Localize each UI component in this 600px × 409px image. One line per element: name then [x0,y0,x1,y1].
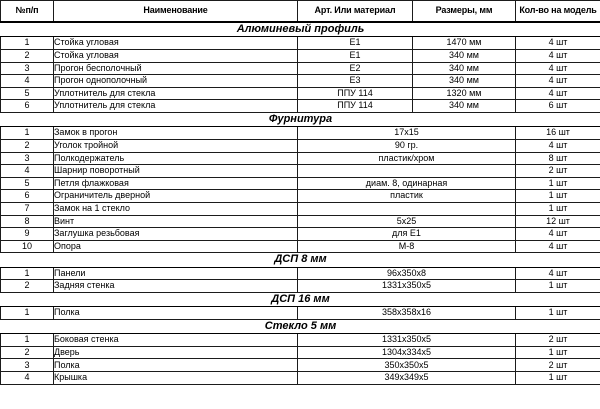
table-row [1,346,600,359]
table-row [1,87,600,100]
item-spec-cell: для Е1 [298,228,516,241]
table-row [1,267,600,280]
item-name-cell: Уплотнитель для стекла [54,87,298,100]
item-qty-cell: 4 шт [516,228,600,241]
item-spec-cell: 358х358х16 [298,307,516,320]
item-qty-cell: 1 шт [516,202,600,215]
section-row-4 [1,319,600,333]
item-qty-cell: 1 шт [516,280,600,293]
table-row [1,165,600,178]
item-spec-cell: 90 гр. [298,139,516,152]
item-num-cell: 1 [1,334,54,347]
table-row [1,37,600,50]
item-name-cell: Задняя стенка [54,280,298,293]
item-qty-cell: 4 шт [516,87,600,100]
table-row [1,75,600,88]
item-art-cell: Е2 [298,62,413,75]
item-spec-cell: 350х350х5 [298,359,516,372]
table-row [1,228,600,241]
item-qty-cell: 2 шт [516,334,600,347]
item-name-cell: Уплотнитель для стекла [54,100,298,113]
item-qty-cell: 4 шт [516,75,600,88]
section-row-1 [1,112,600,126]
item-art-cell: Е1 [298,37,413,50]
item-qty-cell: 1 шт [516,177,600,190]
item-qty-cell: 4 шт [516,37,600,50]
item-size-cell: 340 мм [413,62,516,75]
item-num-cell: 4 [1,372,54,385]
table-row [1,307,600,320]
section-row-3 [1,292,600,306]
col-header-art: Арт. Или материал [298,1,413,23]
item-name-cell: Прогон бесполочный [54,62,298,75]
item-name-cell: Крышка [54,372,298,385]
item-qty-cell: 4 шт [516,49,600,62]
table-row [1,152,600,165]
item-num-cell: 1 [1,267,54,280]
table-row [1,127,600,140]
item-art-cell: ППУ 114 [298,87,413,100]
item-qty-cell: 2 шт [516,359,600,372]
item-spec-cell: 96х350х8 [298,267,516,280]
item-name-cell: Заглушка резьбовая [54,228,298,241]
item-qty-cell: 4 шт [516,240,600,253]
col-header-name: Наименование [54,1,298,23]
section-row-0 [1,22,600,37]
table-row [1,334,600,347]
item-num-cell: 2 [1,49,54,62]
item-size-cell: 340 мм [413,100,516,113]
item-qty-cell: 1 шт [516,190,600,203]
item-qty-cell: 4 шт [516,62,600,75]
item-name-cell: Прогон однополочный [54,75,298,88]
item-num-cell: 7 [1,202,54,215]
item-spec-cell: 1331х350х5 [298,280,516,293]
item-qty-cell: 1 шт [516,307,600,320]
table-row [1,190,600,203]
item-spec-cell: 1331х350х5 [298,334,516,347]
item-art-cell: Е3 [298,75,413,88]
item-qty-cell: 4 шт [516,267,600,280]
section-title: ДСП 8 мм [1,253,600,267]
col-header-qty: Кол-во на модель [516,1,600,23]
item-num-cell: 9 [1,228,54,241]
item-art-cell: Е1 [298,49,413,62]
table-row [1,240,600,253]
item-num-cell: 2 [1,346,54,359]
table-row [1,202,600,215]
item-spec-cell [298,165,516,178]
item-num-cell: 5 [1,177,54,190]
item-num-cell: 4 [1,75,54,88]
item-spec-cell [298,202,516,215]
table-row [1,62,600,75]
item-spec-cell: пластик/хром [298,152,516,165]
item-name-cell: Стойка угловая [54,37,298,50]
table-row [1,215,600,228]
item-qty-cell: 1 шт [516,372,600,385]
item-spec-cell: 1304х334х5 [298,346,516,359]
table-row [1,139,600,152]
section-title: Алюминевый профиль [1,22,600,37]
item-name-cell: Ограничитель дверной [54,190,298,203]
item-spec-cell: пластик [298,190,516,203]
table-row [1,280,600,293]
item-name-cell: Полкодержатель [54,152,298,165]
item-num-cell: 3 [1,152,54,165]
table-row [1,359,600,372]
item-art-cell: ППУ 114 [298,100,413,113]
table-row [1,49,600,62]
item-name-cell: Панели [54,267,298,280]
item-name-cell: Замок на 1 стекло [54,202,298,215]
item-name-cell: Замок в прогон [54,127,298,140]
item-spec-cell: диам. 8, одинарная [298,177,516,190]
item-size-cell: 340 мм [413,75,516,88]
item-name-cell: Петля флажковая [54,177,298,190]
section-title: Фурнитура [1,112,600,126]
section-row-2 [1,253,600,267]
item-name-cell: Полка [54,359,298,372]
table-row [1,177,600,190]
item-name-cell: Полка [54,307,298,320]
item-num-cell: 6 [1,190,54,203]
item-name-cell: Шарнир поворотный [54,165,298,178]
section-title: Стекло 5 мм [1,319,600,333]
item-qty-cell: 16 шт [516,127,600,140]
item-num-cell: 3 [1,359,54,372]
item-qty-cell: 4 шт [516,139,600,152]
item-spec-cell: 17х15 [298,127,516,140]
item-num-cell: 2 [1,139,54,152]
item-num-cell: 8 [1,215,54,228]
item-size-cell: 1470 мм [413,37,516,50]
item-spec-cell: 5х25 [298,215,516,228]
item-spec-cell: 349х349х5 [298,372,516,385]
item-num-cell: 1 [1,37,54,50]
col-header-size: Размеры, мм [413,1,516,23]
item-num-cell: 3 [1,62,54,75]
table-row [1,100,600,113]
item-size-cell: 340 мм [413,49,516,62]
item-num-cell: 1 [1,307,54,320]
item-qty-cell: 12 шт [516,215,600,228]
header-row [1,1,600,23]
table-row [1,372,600,385]
item-qty-cell: 6 шт [516,100,600,113]
item-name-cell: Винт [54,215,298,228]
item-num-cell: 5 [1,87,54,100]
item-name-cell: Боковая стенка [54,334,298,347]
item-spec-cell: М-8 [298,240,516,253]
item-num-cell: 2 [1,280,54,293]
item-name-cell: Опора [54,240,298,253]
item-qty-cell: 8 шт [516,152,600,165]
item-num-cell: 10 [1,240,54,253]
item-num-cell: 1 [1,127,54,140]
item-size-cell: 1320 мм [413,87,516,100]
item-qty-cell: 1 шт [516,346,600,359]
section-title: ДСП 16 мм [1,292,600,306]
col-header-num: №п/п [1,1,54,23]
item-name-cell: Стойка угловая [54,49,298,62]
item-name-cell: Уголок тройной [54,139,298,152]
item-num-cell: 6 [1,100,54,113]
item-qty-cell: 2 шт [516,165,600,178]
item-num-cell: 4 [1,165,54,178]
item-name-cell: Дверь [54,346,298,359]
